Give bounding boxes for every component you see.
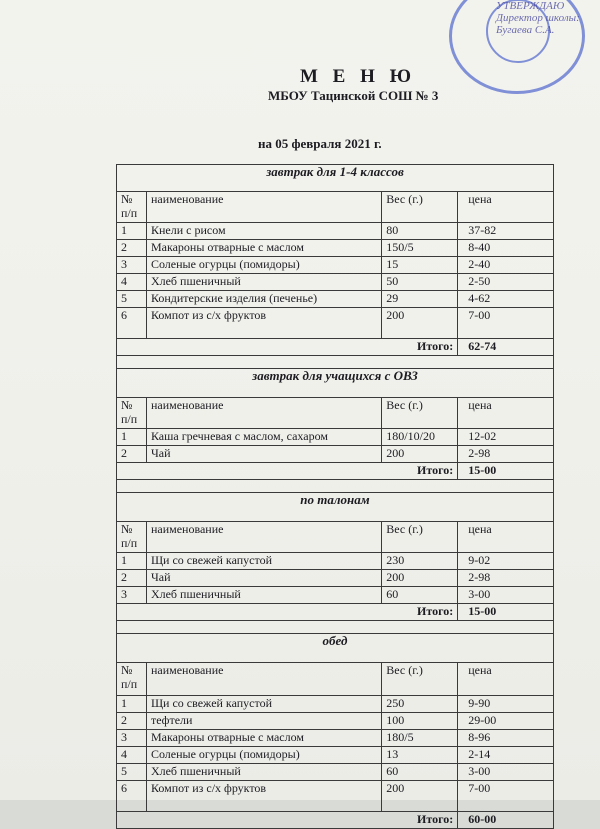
menu-item-row: [117, 257, 554, 274]
item-price: 8-96: [458, 730, 554, 747]
column-header-row: [117, 192, 554, 223]
item-price: 12-02: [458, 429, 554, 446]
page-title: М Е Н Ю: [300, 66, 417, 87]
item-num: 1: [117, 429, 147, 446]
item-name: Щи со свежей капустой: [146, 696, 381, 713]
approval-line: Директор школы:: [496, 12, 580, 24]
item-price: 7-00: [458, 308, 554, 339]
num-header: № п/п: [117, 663, 147, 696]
item-weight: 60: [382, 587, 458, 604]
item-name: Хлеб пшеничный: [146, 587, 381, 604]
total-label: Итого:: [117, 463, 458, 480]
total-value: 15-00: [458, 604, 554, 621]
item-price: 2-14: [458, 747, 554, 764]
item-num: 5: [117, 764, 147, 781]
section-title: завтрак для 1-4 классов: [117, 165, 554, 192]
price-header: цена: [458, 663, 554, 696]
menu-date: на 05 февраля 2021 г.: [258, 136, 382, 151]
menu-item-row: [117, 781, 554, 812]
item-name: Кнели с рисом: [146, 223, 381, 240]
item-weight: 200: [382, 446, 458, 463]
item-price: 3-00: [458, 587, 554, 604]
approval-line: Бугаева С.А.: [496, 24, 555, 36]
total-label: Итого:: [117, 812, 458, 829]
item-price: 9-90: [458, 696, 554, 713]
total-row: [117, 812, 554, 829]
item-name: Макароны отварные с маслом: [146, 240, 381, 257]
menu-item-row: [117, 274, 554, 291]
item-price: 37-82: [458, 223, 554, 240]
column-header-row: [117, 522, 554, 553]
section-title-row: [117, 634, 554, 663]
item-price: 3-00: [458, 764, 554, 781]
item-weight: 29: [382, 291, 458, 308]
item-name: Кондитерские изделия (печенье): [146, 291, 381, 308]
item-num: 3: [117, 257, 147, 274]
price-header: цена: [458, 522, 554, 553]
item-name: Соленые огурцы (помидоры): [146, 747, 381, 764]
item-price: 2-98: [458, 446, 554, 463]
item-weight: 13: [382, 747, 458, 764]
menu-item-row: [117, 587, 554, 604]
section-title-row: [117, 165, 554, 192]
price-header: цена: [458, 192, 554, 223]
item-weight: 180/10/20: [382, 429, 458, 446]
total-row: [117, 339, 554, 356]
item-weight: 200: [382, 781, 458, 812]
price-header: цена: [458, 398, 554, 429]
menu-item-row: [117, 446, 554, 463]
school-name: МБОУ Тацинской СОШ № 3: [268, 88, 439, 103]
item-price: 7-00: [458, 781, 554, 812]
column-header-row: [117, 398, 554, 429]
item-weight: 180/5: [382, 730, 458, 747]
item-weight: 200: [382, 308, 458, 339]
item-weight: 60: [382, 764, 458, 781]
total-row: [117, 604, 554, 621]
item-name: Компот из с/х фруктов: [146, 781, 381, 812]
name-header: наименование: [146, 522, 381, 553]
menu-item-row: [117, 429, 554, 446]
menu-item-row: [117, 291, 554, 308]
item-name: Компот из с/х фруктов: [146, 308, 381, 339]
approval-block: [496, 0, 600, 36]
item-name: Хлеб пшеничный: [146, 764, 381, 781]
item-price: 29-00: [458, 713, 554, 730]
weight-header: Вес (г.): [382, 192, 458, 223]
menu-item-row: [117, 553, 554, 570]
item-weight: 50: [382, 274, 458, 291]
item-num: 1: [117, 553, 147, 570]
item-price: 2-40: [458, 257, 554, 274]
column-header-row: [117, 663, 554, 696]
item-name: тефтели: [146, 713, 381, 730]
item-name: Каша гречневая с маслом, сахаром: [146, 429, 381, 446]
name-header: наименование: [146, 663, 381, 696]
item-price: 9-02: [458, 553, 554, 570]
item-num: 1: [117, 696, 147, 713]
item-num: 4: [117, 747, 147, 764]
item-name: Чай: [146, 570, 381, 587]
approval-line: УТВЕРЖДАЮ: [496, 0, 565, 12]
item-num: 3: [117, 730, 147, 747]
total-label: Итого:: [117, 339, 458, 356]
item-price: 2-50: [458, 274, 554, 291]
item-name: Чай: [146, 446, 381, 463]
item-weight: 230: [382, 553, 458, 570]
item-weight: 150/5: [382, 240, 458, 257]
section-title: завтрак для учащихся с ОВЗ: [117, 369, 554, 398]
num-header: № п/п: [117, 398, 147, 429]
menu-item-row: [117, 308, 554, 339]
total-row: [117, 463, 554, 480]
section-title-row: [117, 369, 554, 398]
item-num: 2: [117, 570, 147, 587]
section-title-row: [117, 493, 554, 522]
menu-item-row: [117, 747, 554, 764]
menu-item-row: [117, 570, 554, 587]
item-name: Щи со свежей капустой: [146, 553, 381, 570]
weight-header: Вес (г.): [382, 522, 458, 553]
item-num: 2: [117, 713, 147, 730]
section-title: обед: [117, 634, 554, 663]
item-num: 5: [117, 291, 147, 308]
item-weight: 200: [382, 570, 458, 587]
menu-item-row: [117, 223, 554, 240]
menu-item-row: [117, 696, 554, 713]
section-title: по талонам: [117, 493, 554, 522]
name-header: наименование: [146, 192, 381, 223]
menu-item-row: [117, 730, 554, 747]
item-price: 8-40: [458, 240, 554, 257]
item-num: 1: [117, 223, 147, 240]
total-value: 60-00: [458, 812, 554, 829]
item-price: 4-62: [458, 291, 554, 308]
name-header: наименование: [146, 398, 381, 429]
item-name: Соленые огурцы (помидоры): [146, 257, 381, 274]
item-weight: 15: [382, 257, 458, 274]
item-weight: 80: [382, 223, 458, 240]
menu-item-row: [117, 713, 554, 730]
item-num: 4: [117, 274, 147, 291]
item-price: 2-98: [458, 570, 554, 587]
total-value: 15-00: [458, 463, 554, 480]
menu-table: [116, 164, 554, 829]
total-value: 62-74: [458, 339, 554, 356]
menu-item-row: [117, 240, 554, 257]
num-header: № п/п: [117, 522, 147, 553]
weight-header: Вес (г.): [382, 663, 458, 696]
item-num: 6: [117, 308, 147, 339]
item-num: 6: [117, 781, 147, 812]
total-label: Итого:: [117, 604, 458, 621]
menu-item-row: [117, 764, 554, 781]
weight-header: Вес (г.): [382, 398, 458, 429]
item-weight: 100: [382, 713, 458, 730]
item-num: 3: [117, 587, 147, 604]
item-num: 2: [117, 446, 147, 463]
item-name: Макароны отварные с маслом: [146, 730, 381, 747]
item-name: Хлеб пшеничный: [146, 274, 381, 291]
num-header: № п/п: [117, 192, 147, 223]
item-num: 2: [117, 240, 147, 257]
item-weight: 250: [382, 696, 458, 713]
